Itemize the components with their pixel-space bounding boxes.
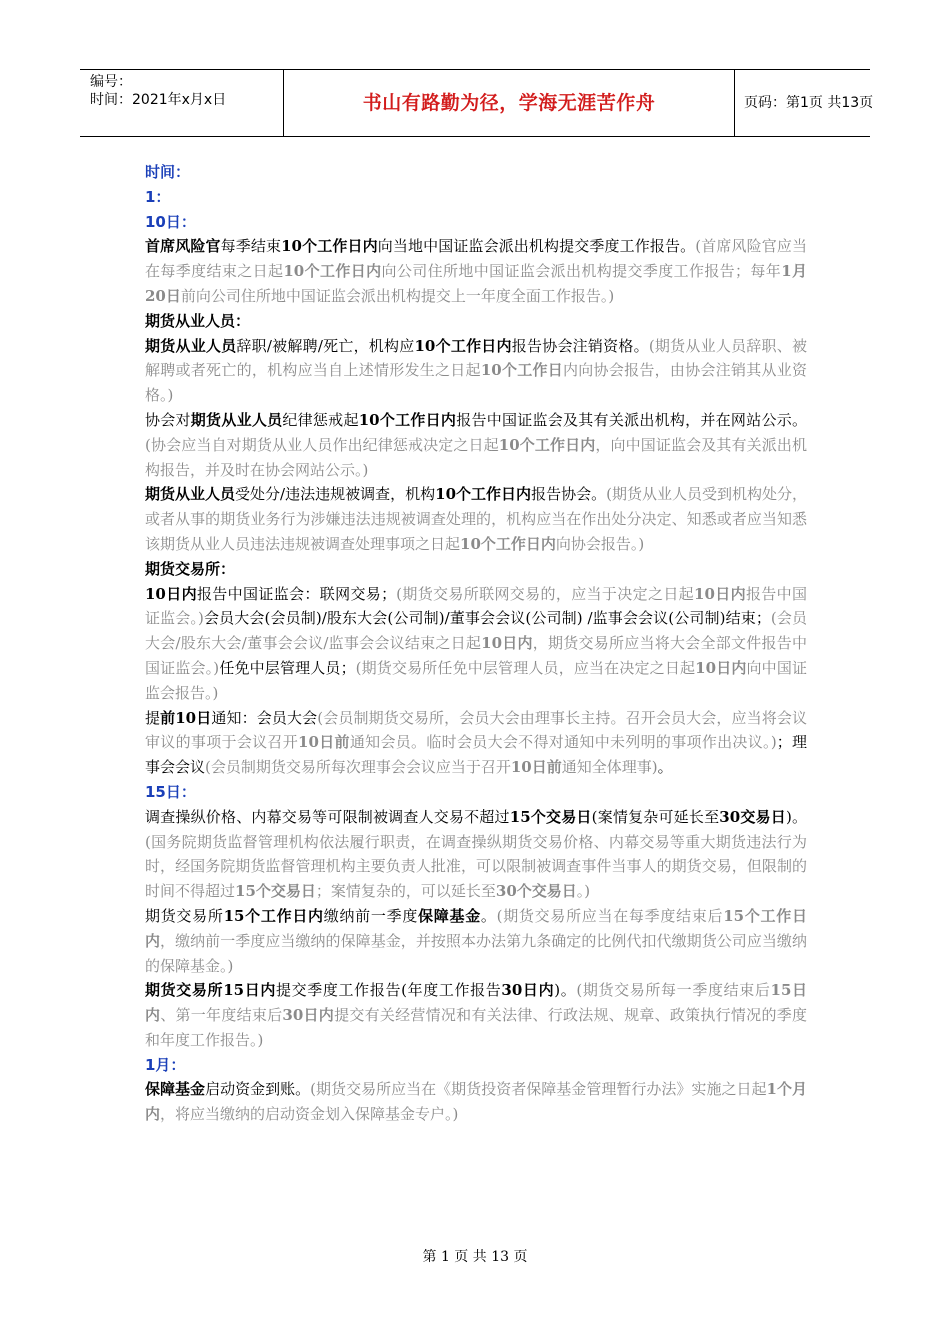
document-body	[145, 160, 807, 1127]
header-date: 时间：2021年x月x日	[90, 92, 227, 108]
heading-time: 时间：	[145, 163, 191, 181]
heading-futures-staff: 期货从业人员：	[145, 311, 251, 330]
header-center-cell	[283, 70, 735, 136]
heading-fifteen-days: 15日：	[145, 782, 196, 801]
paragraph-quarterly-report: 期货交易所15日内提交季度工作报告(年度工作报告30日内)。(期货交易所每一季度结束后15日内、第一年度结束后30日内提交有关经营情况和有关法律、行政法规、规章、政策执行情况的季度和年度工作报告。)	[145, 981, 808, 1049]
heading-one-month: 1月：	[145, 1055, 186, 1074]
page-footer: 第 1 页 共 13 页	[422, 1249, 528, 1265]
paragraph-staff-investigation: 期货从业人员受处分/违法违规被调查，机构10个工作日内报告协会。(期货从业人员受到机构处分，或者从事的期货业务行为涉嫌违法违规被调查处理的，机构应当在作出处分决定、知悉或者应当知悉该期货从业人员违法违规被调查处理事项之日起10个工作日内向协会报告。)	[145, 485, 807, 553]
header-motto: 书山有路勤为径，学海无涯苦作舟	[362, 92, 656, 114]
paragraph-guarantee-fund: 期货交易所15个工作日内缴纳前一季度保障基金。(期货交易所应当在每季度结束后15个工作日内，缴纳前一季度应当缴纳的保障基金，并按照本办法第九条确定的比例代扣代缴期货公司应当缴纳的保障基金。)	[145, 906, 807, 975]
paragraph-staff-resignation: 期货从业人员辞职/被解聘/死亡，机构应10个工作日内报告协会注销资格。(期货从业人员辞职、被解聘或者死亡的，机构应当自上述情形发生之日起10个工作日内向协会报告，由协会注销其从业资格。)	[145, 336, 807, 405]
paragraph-staff-discipline: 协会对期货从业人员纪律惩戒起10个工作日内报告中国证监会及其有关派出机构，并在网站公示。(协会应当自对期货从业人员作出纪律惩戒决定之日起10个工作日内，向中国证监会及其有关派出机构报告，并及时在协会网站公示。)	[145, 410, 807, 479]
header-left-cell	[80, 70, 283, 136]
header-page-info: 页码：第1页 共13页	[744, 95, 874, 111]
paragraph-exchange-10-days: 10日内报告中国证监会：联网交易；(期货交易所联网交易的，应当于决定之日起10日内报告中国证监会。)会员大会(会员制)/股东大会(公司制)/董事会会议(公司制) /监事会会议(公司制)结束；(会员大会/股东大会/董事会会议/监事会会议结束之日起10日内，期货交易所应当将大会全部文件报告中国证监会。)任免中层管理人员；(期货交易所任免中层管理人员，应当在决定之日起10日内向中国证监会报告。)	[145, 584, 808, 702]
heading-futures-exchange: 期货交易所：	[145, 559, 236, 578]
paragraph-exchange-notice: 提前10日通知：会员大会(会员制期货交易所，会员大会由理事长主持。召开会员大会，应当将会议审议的事项于会议召开10日前通知会员。临时会员大会不得对通知中未列明的事项作出决议。)；理事会会议(会员制期货交易所每次理事会会议应当于召开10日前通知全体理事)。	[145, 708, 808, 777]
paragraph-startup-fund: 保障基金启动资金到账。(期货交易所应当在《期货投资者保障基金管理暂行办法》实施之日起1个月内，将应当缴纳的启动资金划入保障基金专户。)	[145, 1080, 807, 1124]
heading-one: 1：	[145, 187, 171, 206]
heading-ten-days: 10日：	[145, 212, 196, 231]
document-header	[80, 69, 874, 137]
paragraph-manipulation-restriction: 调查操纵价格、内幕交易等可限制被调查人交易不超过15个交易日(案情复杂可延长至30交易日)。(国务院期货监督管理机构依法履行职责，在调查操纵期货交易价格、内幕交易等重大期货违法行为时，经国务院期货监督管理机构主要负责人批准，可以限制被调查事件当事人的期货交易，但限制的时间不得超过15个交易日；案情复杂的，可以延长至30个交易日。)	[145, 807, 808, 901]
paragraph-chief-risk-officer: 首席风险官每季结束10个工作日内向当地中国证监会派出机构提交季度工作报告。(首席风险官应当在每季度结束之日起10个工作日内向公司住所地中国证监会派出机构提交季度工作报告；每年1月20日前向公司住所地中国证监会派出机构提交上一年度全面工作报告。)	[145, 237, 807, 305]
header-number: 编号：	[90, 74, 132, 90]
header-right-cell	[734, 70, 874, 136]
